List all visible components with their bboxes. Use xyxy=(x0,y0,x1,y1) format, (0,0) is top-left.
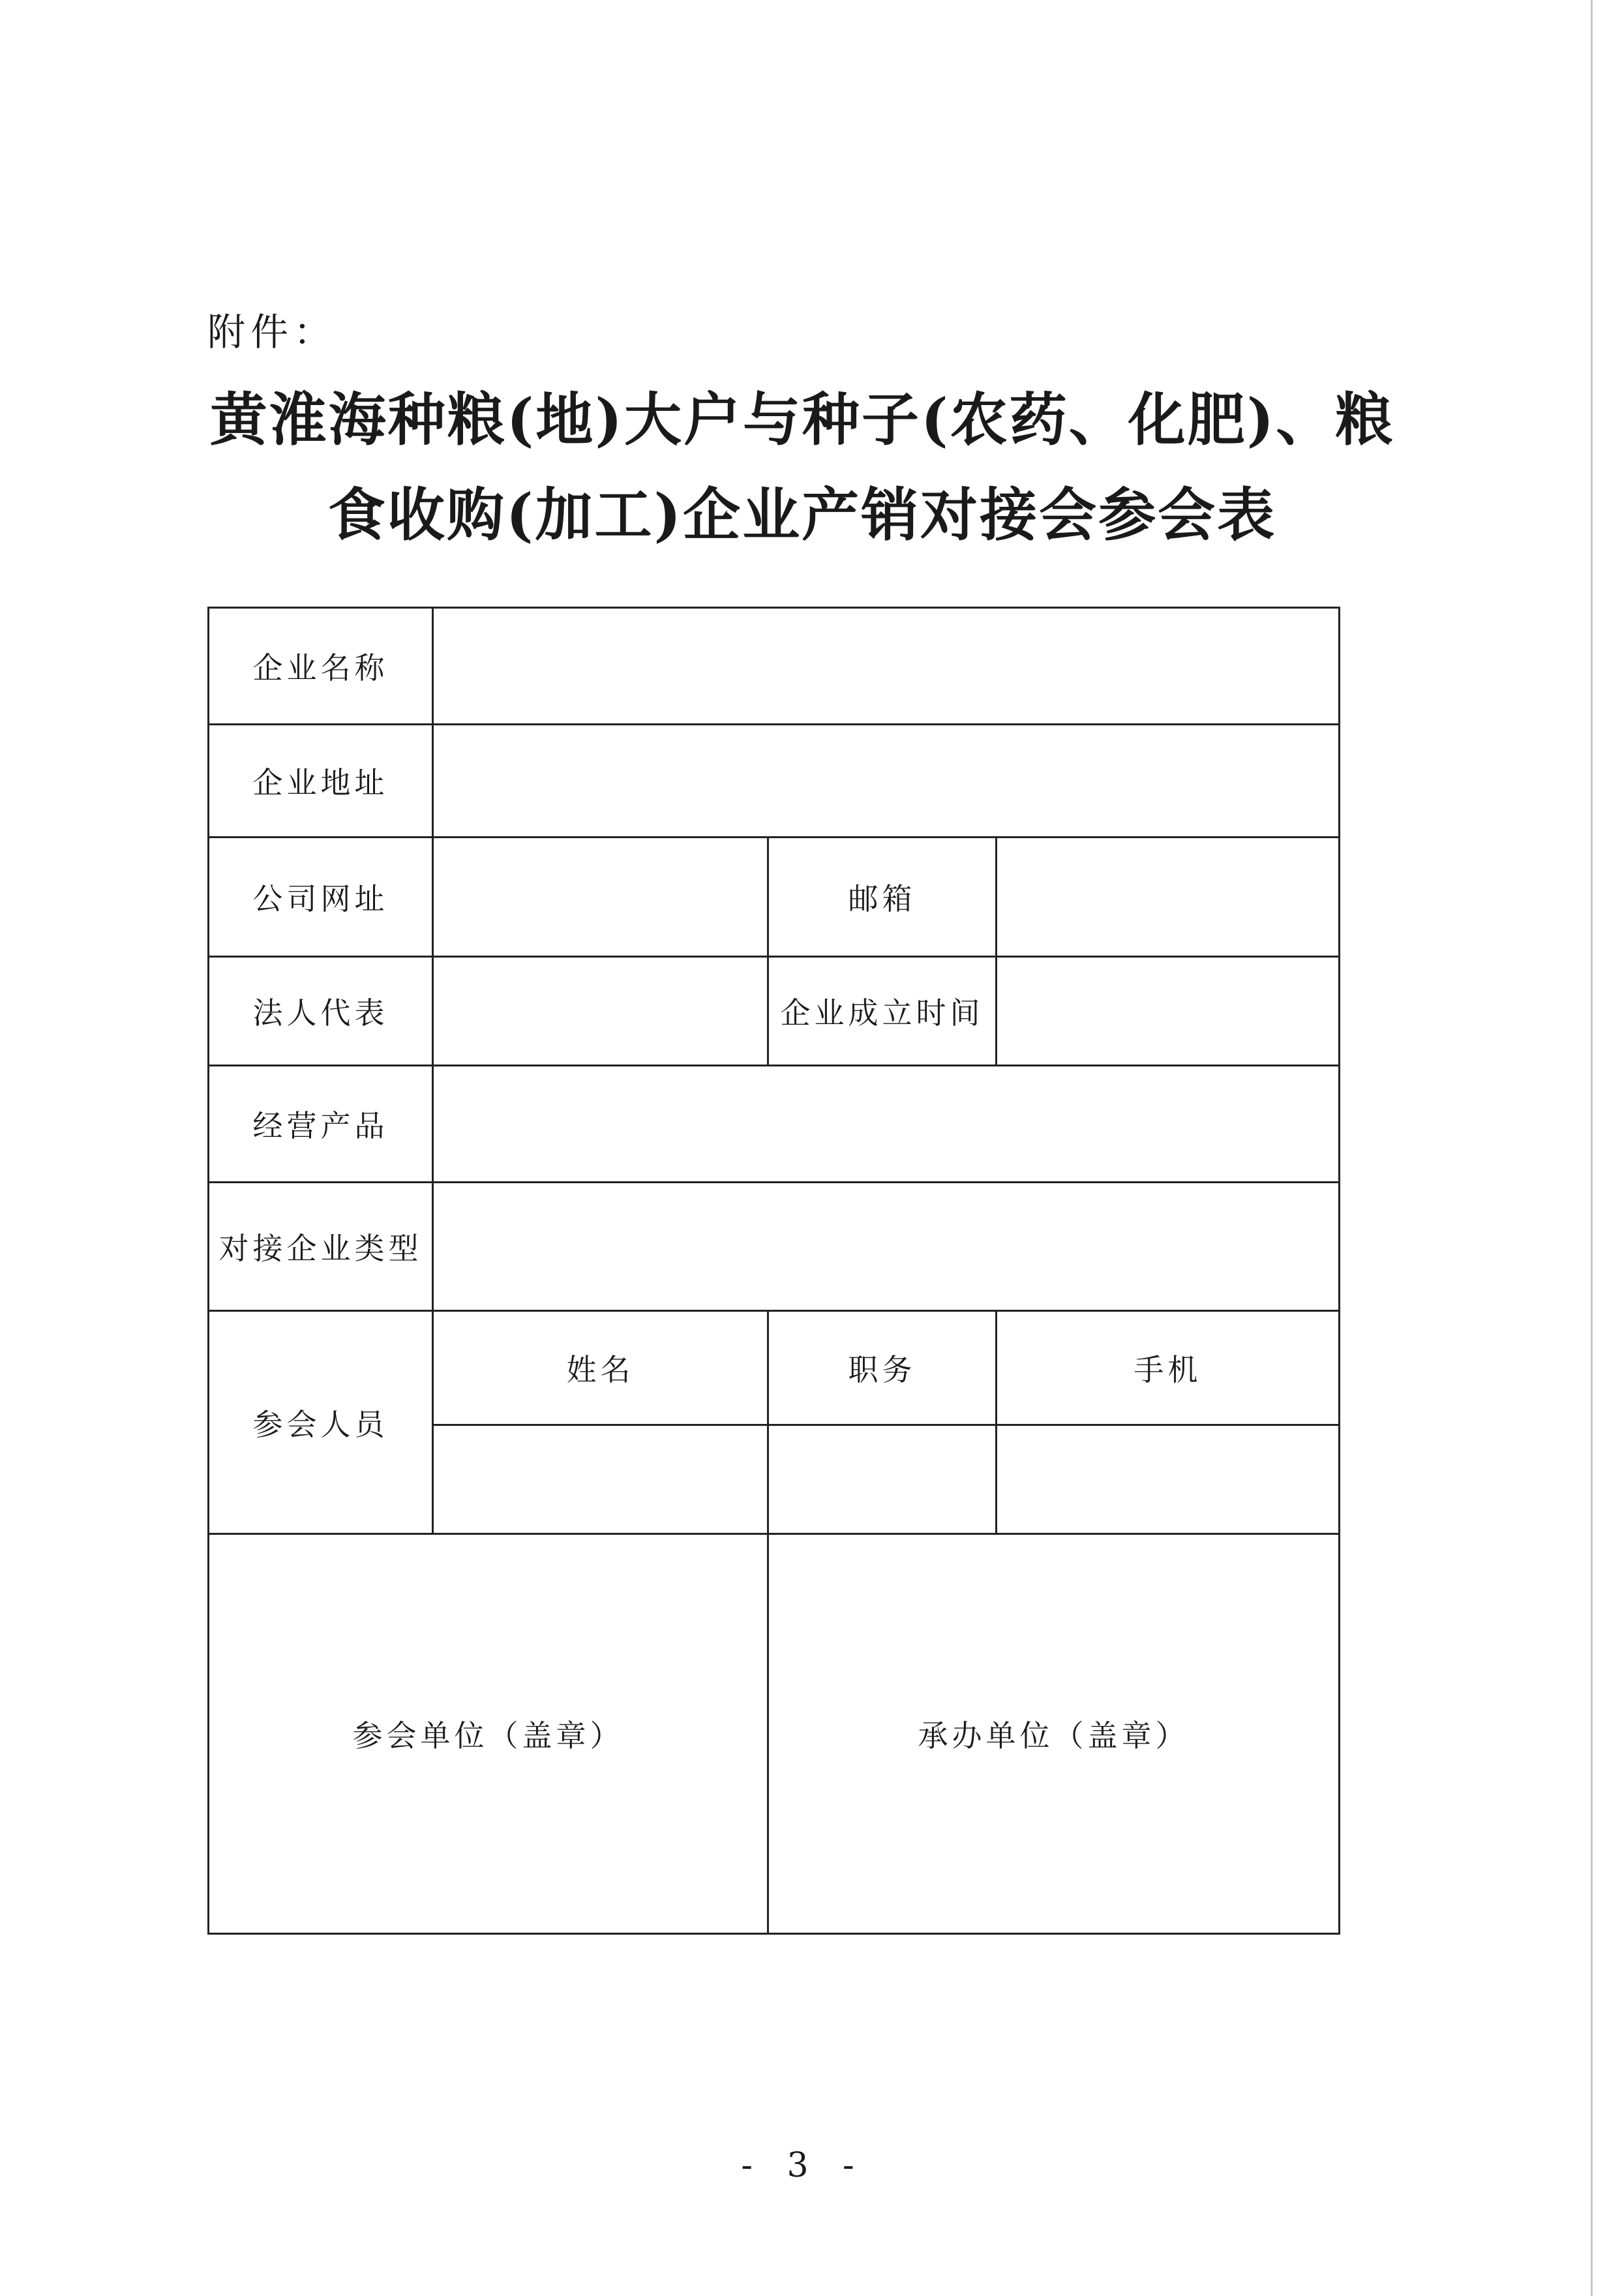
company-name-field[interactable] xyxy=(433,608,1340,725)
registration-form-table xyxy=(207,607,1340,1935)
legal-rep-label: 法人代表 xyxy=(209,957,433,1066)
document-title xyxy=(130,372,1474,562)
products-label: 经营产品 xyxy=(209,1066,433,1183)
established-label: 企业成立时间 xyxy=(768,957,997,1066)
attendee-phone-field[interactable] xyxy=(997,1425,1340,1534)
page-number: - 3 - xyxy=(741,2146,866,2185)
email-field[interactable] xyxy=(997,838,1340,957)
matching-type-field[interactable] xyxy=(433,1183,1340,1311)
attendee-phone-header: 手机 xyxy=(997,1311,1340,1425)
attendee-name-field[interactable] xyxy=(433,1425,768,1534)
attachment-label: 附件： xyxy=(207,310,337,354)
attendee-name-header: 姓名 xyxy=(433,1311,768,1425)
organizer-unit-seal: 承办单位（盖章） xyxy=(768,1534,1340,1934)
established-field[interactable] xyxy=(997,957,1340,1066)
company-name-row xyxy=(209,608,1340,725)
website-label: 公司网址 xyxy=(209,838,433,957)
company-name-label: 企业名称 xyxy=(209,608,433,725)
company-address-field[interactable] xyxy=(433,725,1340,838)
attendees-header-row xyxy=(209,1311,1340,1425)
products-row xyxy=(209,1066,1340,1183)
title-line-2: 食收购(加工)企业产销对接会参会表 xyxy=(327,481,1277,549)
attendee-position-field[interactable] xyxy=(768,1425,997,1534)
seal-row xyxy=(209,1534,1340,1934)
matching-type-row xyxy=(209,1183,1340,1311)
website-email-row xyxy=(209,838,1340,957)
attendees-label: 参会人员 xyxy=(209,1311,433,1534)
email-label: 邮箱 xyxy=(768,838,997,957)
legal-rep-row xyxy=(209,957,1340,1066)
attendee-position-header: 职务 xyxy=(768,1311,997,1425)
website-field[interactable] xyxy=(433,838,768,957)
legal-rep-field[interactable] xyxy=(433,957,768,1066)
title-line-1: 黄淮海种粮(地)大户与种子(农药、化肥)、粮 xyxy=(209,385,1395,453)
attending-unit-seal: 参会单位（盖章） xyxy=(209,1534,768,1934)
products-field[interactable] xyxy=(433,1066,1340,1183)
matching-type-label: 对接企业类型 xyxy=(209,1183,433,1311)
company-address-label: 企业地址 xyxy=(209,725,433,838)
page-edge xyxy=(1591,0,1593,2296)
company-address-row xyxy=(209,725,1340,838)
